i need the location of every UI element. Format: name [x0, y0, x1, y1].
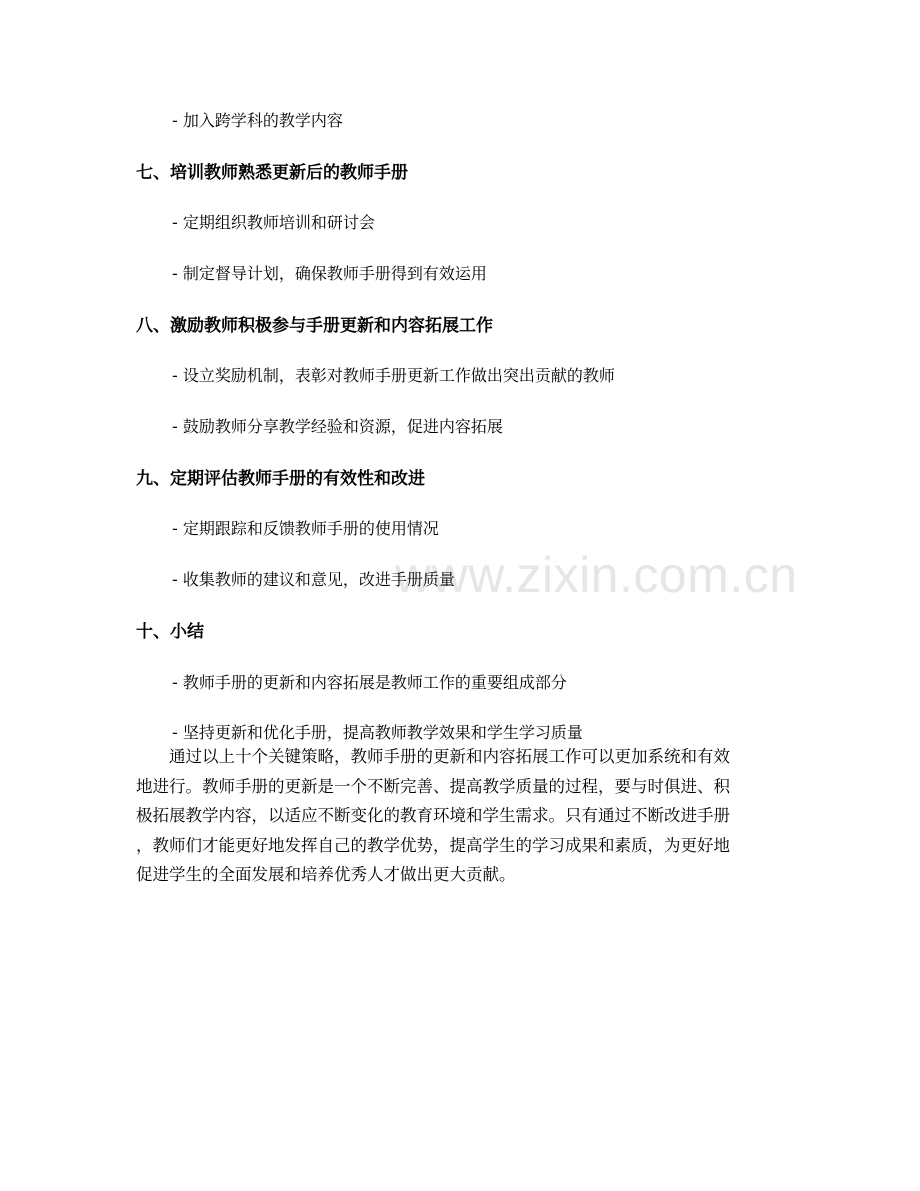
summary-line-5: 促进学生的全面发展和培养优秀人才做出更大贡献。: [136, 865, 516, 884]
section-heading-7: 七、培训教师熟悉更新后的教师手册: [136, 163, 408, 183]
bullet-supervision-plan: - 制定督导计划，确保教师手册得到有效运用: [172, 264, 487, 283]
summary-line-1: 通过以上十个关键策略，教师手册的更新和内容拓展工作可以更加系统和有效: [169, 747, 730, 766]
bullet-collect-suggestions: - 收集教师的建议和意见，改进手册质量: [172, 570, 455, 589]
summary-line-4: ，教师们才能更好地发挥自己的教学优势，提高学生的学习成果和素质，为更好地: [136, 835, 730, 855]
section-heading-10: 十、小结: [136, 622, 204, 642]
section-heading-9: 九、定期评估教师手册的有效性和改进: [136, 469, 425, 489]
bullet-share-experience: - 鼓励教师分享教学经验和资源，促进内容拓展: [172, 417, 503, 436]
summary-paragraph: [136, 742, 786, 890]
bullet-keep-updating: - 坚持更新和优化手册，提高教师教学效果和学生学习质量: [172, 723, 583, 742]
section-heading-8: 八、激励教师积极参与手册更新和内容拓展工作: [136, 316, 493, 336]
bullet-importance: - 教师手册的更新和内容拓展是教师工作的重要组成部分: [172, 673, 567, 692]
bullet-track-feedback: - 定期跟踪和反馈教师手册的使用情况: [172, 519, 439, 538]
summary-line-2: 地进行。教师手册的更新是一个不断完善、提高教学质量的过程，要与时俱进、积: [136, 776, 730, 796]
bullet-reward-mechanism: - 设立奖励机制，表彰对教师手册更新工作做出突出贡献的教师: [172, 366, 615, 385]
watermark-text: www.zixin.com.cn: [395, 547, 798, 603]
bullet-training-seminars: - 定期组织教师培训和研讨会: [172, 213, 375, 232]
bullet-interdisciplinary: - 加入跨学科的教学内容: [172, 111, 343, 130]
summary-line-3: 极拓展教学内容，以适应不断变化的教育环境和学生需求。只有通过不断改进手册: [136, 806, 730, 825]
